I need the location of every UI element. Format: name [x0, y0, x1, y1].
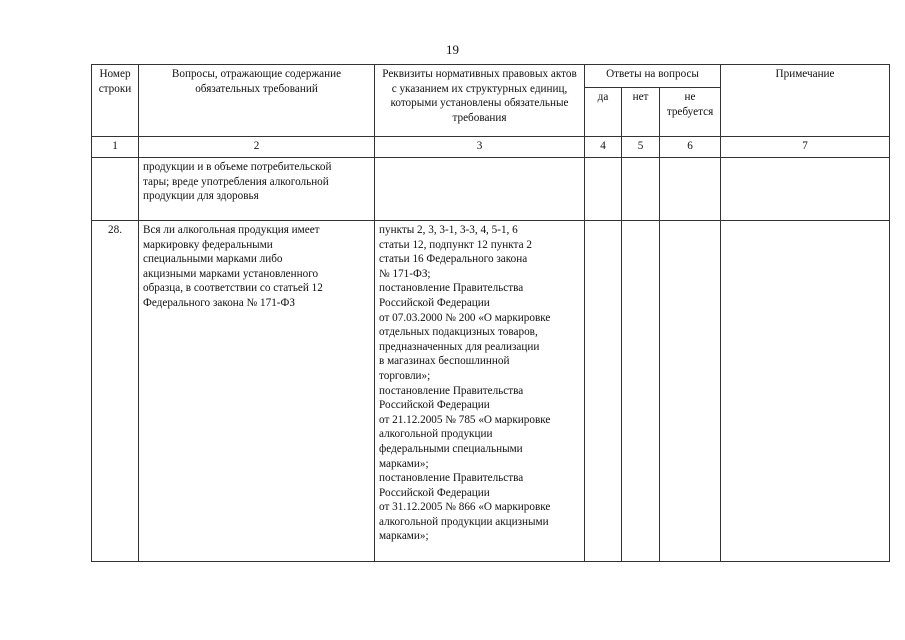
header-answer-no: нет [622, 88, 660, 137]
question-line: акцизными марками установленного [143, 267, 319, 280]
table-row-28 [92, 221, 890, 562]
requisites-line: федеральными специальными [379, 442, 523, 455]
requisites-line: от 07.03.2000 № 200 «О маркировке [379, 311, 551, 324]
requisites-line: отдельных подакцизных товаров, [379, 326, 538, 339]
header-answer-not-required: не требуется [660, 88, 721, 137]
question-line: продукции для здоровья [143, 190, 259, 203]
answer-not-required-cell [660, 221, 721, 562]
requisites-line: от 31.12.2005 № 866 «О маркировке [379, 501, 551, 514]
requisites-line: Российской Федерации [379, 296, 490, 309]
question-line: образца, в соответствии со статьей 12 [143, 282, 323, 295]
header-answers: Ответы на вопросы [585, 65, 721, 88]
requisites-line: предназначенных для реализации [379, 340, 540, 353]
requisites-cell [375, 221, 585, 562]
requisites-line: марками»; [379, 457, 429, 470]
header-row [92, 65, 890, 88]
question-line: тары; вреде употребления алкогольной [143, 175, 329, 188]
note-cell [721, 158, 890, 221]
table-row-continuation [92, 158, 890, 221]
requisites-line: в магазинах беспошлинной [379, 355, 510, 368]
requisites-line: статьи 16 Федерального закона [379, 253, 528, 266]
column-number-row [92, 137, 890, 158]
answer-no-cell [622, 158, 660, 221]
requisites-line: алкогольной продукции [379, 428, 493, 441]
question-cell [139, 221, 375, 562]
row-number-cell [92, 158, 139, 221]
column-number: 4 [585, 137, 622, 158]
answer-no-cell [622, 221, 660, 562]
header-note: Примечание [721, 65, 890, 137]
row-number-cell: 28. [92, 221, 139, 562]
question-line: маркировку федеральными [143, 238, 273, 251]
note-cell [721, 221, 890, 562]
requisites-line: пункты 2, 3, 3-1, 3-3, 4, 5-1, 6 [379, 224, 518, 236]
answer-yes-cell [585, 221, 622, 562]
requisites-line: алкогольной продукции акцизными [379, 515, 549, 528]
column-number: 2 [139, 137, 375, 158]
column-number: 3 [375, 137, 585, 158]
question-line: Вся ли алкогольная продукция имеет [143, 224, 320, 236]
column-number: 5 [622, 137, 660, 158]
requisites-cell [375, 158, 585, 221]
header-requisites: Реквизиты нормативных правовых актов с указанием их структурных единиц, которыми установлены обязательные требования [375, 65, 585, 137]
requisites-line: от 21.12.2005 № 785 «О маркировке [379, 413, 551, 426]
question-line: Федерального закона № 171-ФЗ [143, 296, 295, 309]
header-questions: Вопросы, отражающие содержание обязательных требований [139, 65, 375, 137]
requisites-line: Российской Федерации [379, 399, 490, 412]
header-row-number: Номер строки [92, 65, 139, 137]
requisites-line: постановление Правительства [379, 472, 524, 485]
requisites-line: торговли»; [379, 369, 431, 382]
column-number: 6 [660, 137, 721, 158]
question-line: специальными марками либо [143, 253, 283, 266]
question-cell [139, 158, 375, 221]
question-line: продукции и в объеме потребительской [143, 161, 332, 173]
requisites-line: марками»; [379, 530, 429, 543]
answer-yes-cell [585, 158, 622, 221]
page-number: 19 [446, 42, 459, 57]
requisites-line: постановление Правительства [379, 282, 524, 295]
requisites-line: № 171-ФЗ; [379, 267, 431, 280]
column-number: 7 [721, 137, 890, 158]
requirements-table [91, 64, 890, 562]
header-answer-yes: да [585, 88, 622, 137]
requisites-line: Российской Федерации [379, 486, 490, 499]
column-number: 1 [92, 137, 139, 158]
requisites-line: статьи 12, подпункт 12 пункта 2 [379, 238, 532, 251]
answer-not-required-cell [660, 158, 721, 221]
requisites-line: постановление Правительства [379, 384, 524, 397]
